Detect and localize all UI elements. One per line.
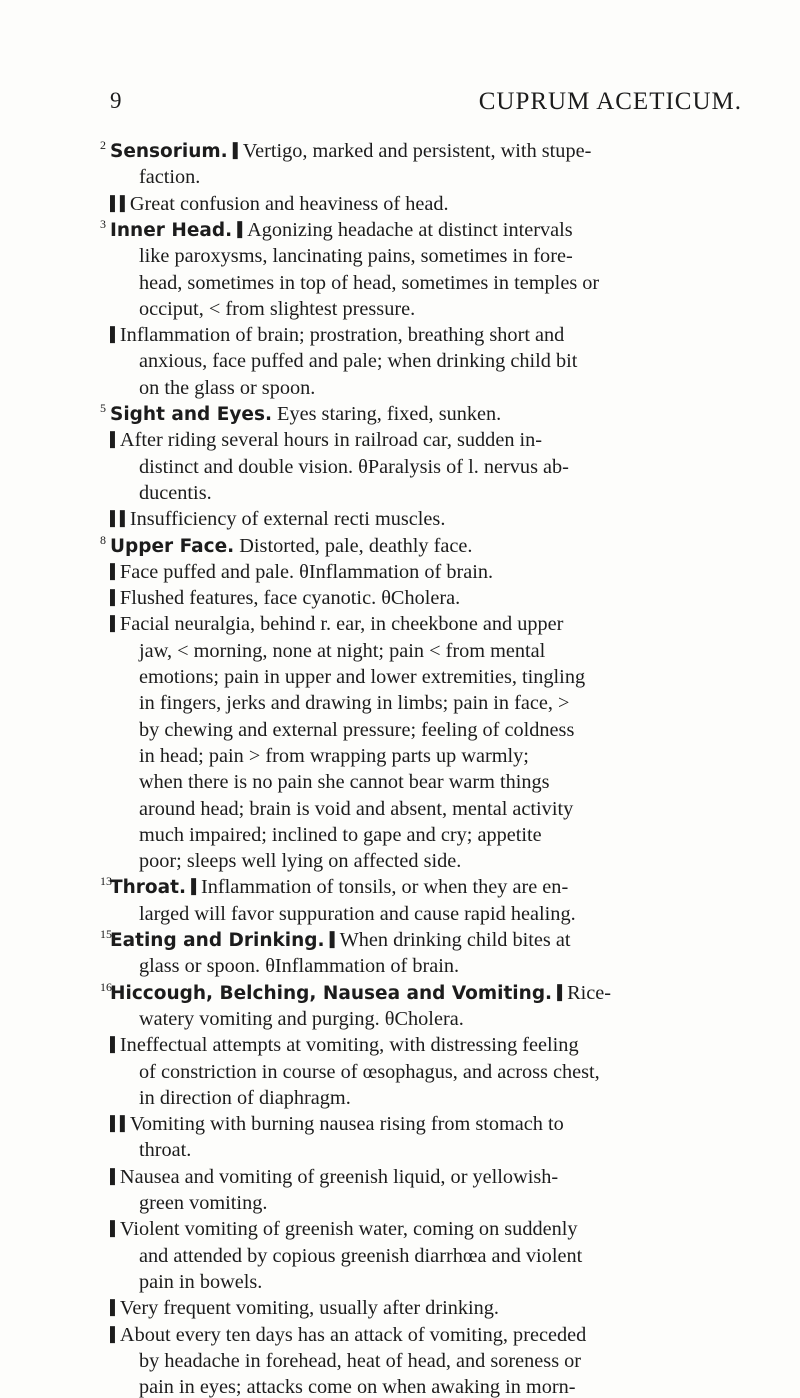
line-text: ▌After riding several hours in railroad car, sudden in- bbox=[110, 429, 543, 452]
text-line bbox=[0, 850, 800, 872]
line-text: ducentis. bbox=[139, 481, 212, 504]
text-line bbox=[0, 824, 800, 846]
line-text: ▌Inflammation of brain; prostration, breathing short and bbox=[110, 324, 565, 347]
line-text: ▌▌Great confusion and heaviness of head. bbox=[110, 192, 449, 215]
running-title: CUPRUM ACETICUM. bbox=[478, 88, 742, 115]
line-text: in head; pain > from wrapping parts up warmly; bbox=[139, 744, 529, 767]
line-text: ▌Rice- bbox=[557, 981, 612, 1004]
text-line bbox=[0, 613, 800, 635]
page-header bbox=[110, 88, 742, 118]
line-text: and attended by copious greenish diarrhœa and violent bbox=[139, 1244, 583, 1267]
text-line bbox=[0, 1350, 800, 1372]
line-text: of constriction in course of œsophagus, and across chest, bbox=[139, 1060, 600, 1083]
text-line bbox=[0, 166, 800, 188]
text-line bbox=[0, 1376, 800, 1398]
text-line bbox=[0, 1139, 800, 1161]
line-text: ▌Vertigo, marked and persistent, with stupe- bbox=[232, 140, 592, 162]
text-line bbox=[0, 640, 800, 662]
line-text: occiput, < from slightest pressure. bbox=[139, 297, 416, 320]
text-line bbox=[0, 272, 800, 294]
section-heading: Throat. bbox=[110, 877, 186, 899]
line-text: pain in bowels. bbox=[139, 1270, 263, 1293]
text-line bbox=[0, 1166, 800, 1188]
text-line bbox=[0, 193, 800, 215]
line-text: by chewing and external pressure; feeling of coldness bbox=[139, 718, 575, 741]
text-line bbox=[0, 1271, 800, 1293]
line-text: ▌When drinking child bites at bbox=[329, 929, 571, 951]
section-number: 13 bbox=[100, 874, 112, 889]
line-text: Distorted, pale, deathly face. bbox=[234, 534, 473, 557]
line-text: ▌Violent vomiting of greenish water, coming on suddenly bbox=[110, 1218, 578, 1241]
line-text: ▌▌Vomiting with burning nausea rising from stomach to bbox=[110, 1113, 564, 1136]
section-number: 3 bbox=[100, 216, 106, 231]
text-line bbox=[0, 561, 800, 583]
line-text: throat. bbox=[139, 1139, 192, 1162]
text-line bbox=[0, 745, 800, 767]
text-line bbox=[0, 798, 800, 820]
line-text: in direction of diaphragm. bbox=[139, 1086, 351, 1109]
text-line bbox=[0, 979, 800, 1004]
line-text: on the glass or spoon. bbox=[139, 376, 316, 399]
text-line bbox=[0, 1113, 800, 1135]
text-line bbox=[0, 429, 800, 451]
text-line bbox=[0, 508, 800, 530]
text-line bbox=[0, 1297, 800, 1319]
text-line bbox=[0, 771, 800, 793]
text-line bbox=[0, 955, 800, 977]
text-line bbox=[0, 403, 800, 425]
line-text: ▌About every ten days has an attack of vomiting, preceded bbox=[110, 1323, 587, 1346]
text-line bbox=[0, 719, 800, 741]
text-line bbox=[0, 350, 800, 372]
line-text: by headache in forehead, heat of head, and soreness or bbox=[139, 1349, 582, 1372]
text-line bbox=[0, 1192, 800, 1214]
line-text: ▌Agonizing headache at distinct intervals bbox=[237, 218, 573, 241]
line-text: in fingers, jerks and drawing in limbs; pain in face, > bbox=[139, 692, 570, 715]
line-text: ▌Ineffectual attempts at vomiting, with distressing feeling bbox=[110, 1034, 579, 1057]
section-heading: Sensorium. bbox=[110, 141, 228, 162]
text-line bbox=[0, 1008, 800, 1030]
line-text: ▌Flushed features, face cyanotic. θCholera. bbox=[110, 587, 461, 610]
page-number: 9 bbox=[110, 88, 122, 113]
text-line bbox=[0, 324, 800, 346]
line-text: watery vomiting and purging. θCholera. bbox=[139, 1007, 464, 1030]
line-text: ▌▌Insufficiency of external recti muscles. bbox=[110, 508, 446, 531]
line-text: much impaired; inclined to gape and cry; appetite bbox=[139, 823, 542, 846]
text-line bbox=[0, 140, 800, 162]
text-line bbox=[0, 216, 800, 241]
line-text: when there is no pain she cannot bear warm things bbox=[139, 771, 550, 794]
section-heading: Hiccough, Belching, Nausea and Vomiting. bbox=[110, 982, 553, 1004]
line-text: larged will favor suppuration and cause rapid healing. bbox=[139, 902, 576, 925]
line-text: head, sometimes in top of head, sometimes in temples or bbox=[139, 271, 600, 294]
section-number: 15 bbox=[100, 927, 112, 941]
line-text: pain in eyes; attacks come on when awaking in morn- bbox=[139, 1376, 576, 1398]
text-line bbox=[0, 1061, 800, 1083]
line-text: jaw, < morning, none at night; pain < from mental bbox=[139, 639, 546, 662]
section-number: 16 bbox=[100, 979, 112, 994]
text-line bbox=[0, 929, 800, 951]
text-line bbox=[0, 245, 800, 267]
line-text: distinct and double vision. θParalysis of l. nervus ab- bbox=[139, 455, 569, 478]
line-text: ▌Facial neuralgia, behind r. ear, in cheekbone and upper bbox=[110, 613, 564, 636]
text-line bbox=[0, 1087, 800, 1109]
section-number: 2 bbox=[100, 138, 106, 152]
text-line bbox=[0, 876, 800, 898]
line-text: anxious, face puffed and pale; when drinking child bit bbox=[139, 350, 578, 373]
line-text: like paroxysms, lancinating pains, sometimes in fore- bbox=[139, 245, 573, 268]
text-line bbox=[0, 692, 800, 714]
text-line bbox=[0, 377, 800, 399]
line-text: ▌Very frequent vomiting, usually after drinking. bbox=[110, 1297, 499, 1320]
section-heading: Upper Face. bbox=[110, 535, 235, 557]
line-text: faction. bbox=[139, 166, 201, 189]
line-text: ▌Nausea and vomiting of greenish liquid, or yellowish- bbox=[110, 1165, 559, 1188]
text-line bbox=[0, 666, 800, 688]
line-text: emotions; pain in upper and lower extremities, tingling bbox=[139, 666, 586, 688]
text-line bbox=[0, 482, 800, 504]
text-line bbox=[0, 532, 800, 557]
section-heading: Sight and Eyes. bbox=[110, 404, 272, 425]
line-text: glass or spoon. θInflammation of brain. bbox=[139, 955, 460, 978]
line-text: ▌Inflammation of tonsils, or when they are en- bbox=[191, 876, 569, 899]
text-line bbox=[0, 456, 800, 478]
section-number: 5 bbox=[100, 401, 106, 415]
text-line bbox=[0, 1324, 800, 1346]
text-line bbox=[0, 1034, 800, 1056]
line-text: ▌Face puffed and pale. θInflammation of brain. bbox=[110, 560, 494, 583]
text-line bbox=[0, 1218, 800, 1240]
line-text: around head; brain is void and absent, mental activity bbox=[139, 797, 574, 820]
text-line bbox=[0, 1245, 800, 1267]
line-text: poor; sleeps well lying on affected side. bbox=[139, 850, 462, 873]
text-line bbox=[0, 587, 800, 609]
text-line bbox=[0, 903, 800, 925]
section-heading: Eating and Drinking. bbox=[110, 930, 325, 951]
line-text: green vomiting. bbox=[139, 1192, 268, 1214]
section-heading: Inner Head. bbox=[110, 219, 233, 241]
text-line bbox=[0, 298, 800, 320]
section-number: 8 bbox=[100, 532, 106, 547]
line-text: Eyes staring, fixed, sunken. bbox=[271, 403, 502, 425]
